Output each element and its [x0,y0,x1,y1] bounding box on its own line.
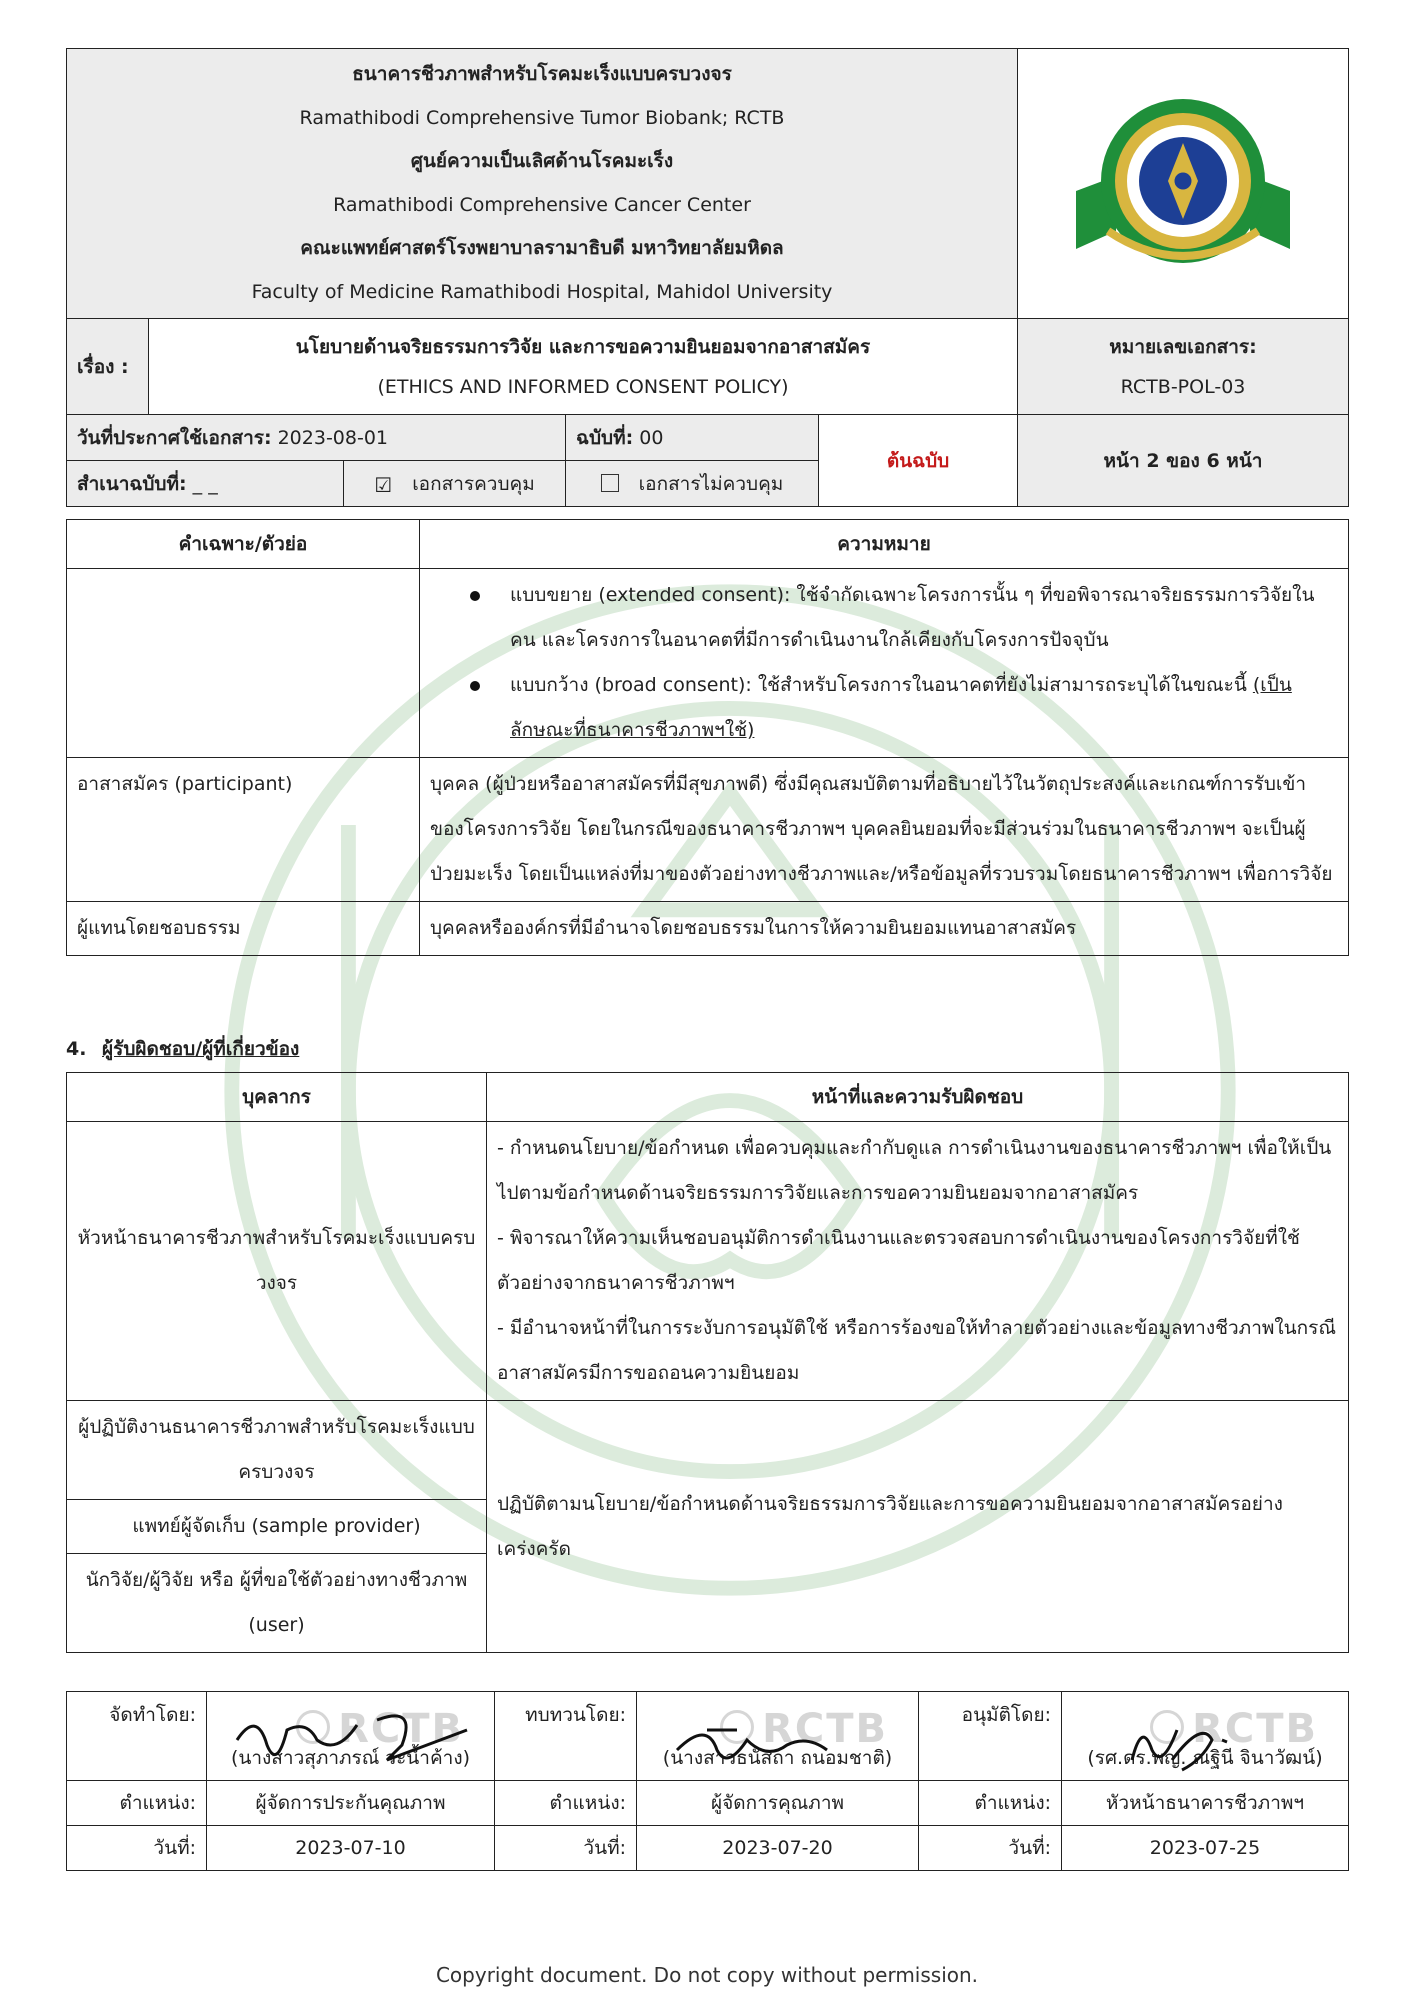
reviewed-by-position: ผู้จัดการคุณภาพ [637,1781,919,1826]
responsibilities-table [66,1072,1349,1653]
prepared-by-name: (นางสาวสุภาภรณ์ วะน้ำค้าง) [207,1736,495,1781]
subject-title-th: นโยบายด้านจริยธรรมการวิจัย และการขอความยินยอมจากอาสาสมัคร [295,335,871,358]
biobank-staff-person: ผู้ปฏิบัติงานธนาคารชีวภาพสำหรับโรคมะเร็งแบบครบวงจร [67,1401,487,1500]
prepared-by-label: จัดทำโดย: [67,1692,207,1781]
faculty-name-en: Faculty of Medicine Ramathibodi Hospital, Mahidol University [251,280,833,303]
copy-number-label: สำเนาฉบับที่: [77,472,187,495]
doc-number-value: RCTB-POL-03 [1120,375,1246,398]
consent-types-cell [420,569,1349,758]
original-stamp: ต้นฉบับ [819,415,1018,507]
sample-provider-person: แพทย์ผู้จัดเก็บ (sample provider) [67,1500,487,1554]
user-person: นักวิจัย/ผู้วิจัย หรือ ผู้ที่ขอใช้ตัวอย่างทางชีวภาพ (user) [67,1554,487,1653]
approved-date: 2023-07-25 [1062,1826,1349,1871]
uncontrolled-doc-label: เอกสารไม่ควบคุม [638,472,784,495]
signature-scribble-icon [227,1700,477,1780]
prepared-by-position: ผู้จัดการประกันคุณภาพ [207,1781,495,1826]
edition-value: 00 [639,426,664,449]
section-number: 4. [66,1038,87,1060]
date-label: วันที่: [495,1826,637,1871]
approved-by-label: อนุมัติโดย: [919,1692,1062,1781]
document-header [66,48,1349,507]
logo-cell [1018,49,1349,319]
position-label: ตำแหน่ง: [67,1781,207,1826]
extended-consent-desc: ใช้จำกัดเฉพาะโครงการนั้น ๆ ที่ขอพิจารณาจริยธรรมการวิจัยในคน และโครงการในอนาคตที่มีการดำเนินงานใกล้เคียงกับโครงการปัจจุบัน [510,584,1315,651]
checkbox-empty-icon [601,474,619,492]
extended-consent-term: แบบขยาย (extended consent): [510,584,791,606]
controlled-doc-option [344,461,566,507]
center-name-th: ศูนย์ความเป็นเลิศด้านโรคมะเร็ง [410,150,674,172]
copyright-footer: Copyright document. Do not copy without permission. [435,1963,979,1987]
table-row-empty-term [67,569,420,758]
page-info: หน้า 2 ของ 6 หน้า [1018,415,1349,507]
prepared-signature [207,1692,495,1752]
duty-item: - พิจารณาให้ความเห็นชอบอนุมัติการดำเนินงานและตรวจสอบการดำเนินงานของโครงการวิจัยที่ใช้ตัวอย่างจากธนาคารชีวภาพฯ [497,1227,1300,1294]
edition-cell [566,415,819,461]
signature-scribble-icon [657,1700,857,1780]
uncontrolled-doc-option [566,461,819,507]
signature-scribble-icon [1082,1700,1282,1780]
effective-date-value: 2023-08-01 [277,426,389,449]
legal-representative-meaning: บุคคลหรือองค์กรที่มีอำนาจโดยชอบธรรมในการให้ความยินยอมแทนอาสาสมัคร [420,902,1349,956]
doc-number-label: หมายเลขเอกสาร: [1109,335,1257,358]
subject-label: เรื่อง : [67,319,149,415]
shared-duty: ปฏิบัติตามนโยบาย/ข้อกำหนดด้านจริยธรรมการวิจัยและการขอความยินยอมจากอาสาสมัครอย่างเคร่งครัด [487,1401,1349,1653]
reviewed-by-label: ทบทวนโดย: [495,1692,637,1781]
org-name-th: ธนาคารชีวภาพสำหรับโรคมะเร็งแบบครบวงจร [352,63,732,85]
organization-block [67,49,1018,319]
definitions-table [66,519,1349,956]
org-name-en: Ramathibodi Comprehensive Tumor Biobank; RCTB [299,106,785,129]
effective-date-cell [67,415,566,461]
approved-by-position: หัวหน้าธนาคารชีวภาพฯ [1062,1781,1349,1826]
copy-number-cell [67,461,344,507]
biobank-head-person: หัวหน้าธนาคารชีวภาพสำหรับโรคมะเร็งแบบครบวงจร [67,1122,487,1401]
participant-term: อาสาสมัคร (participant) [67,758,420,902]
controlled-doc-label: เอกสารควบคุม [412,472,535,495]
date-label: วันที่: [919,1826,1062,1871]
position-label: ตำแหน่ง: [919,1781,1062,1826]
list-item [430,663,1338,753]
center-name-en: Ramathibodi Comprehensive Cancer Center [333,193,751,216]
broad-consent-desc: ใช้สำหรับโครงการในอนาคตที่ยังไม่สามารถระบุได้ในขณะนี้ [751,674,1253,696]
column-header-person: บุคลากร [67,1073,487,1122]
reviewed-date: 2023-07-20 [637,1826,919,1871]
biobank-head-duties [487,1122,1349,1401]
participant-meaning: บุคคล (ผู้ป่วยหรืออาสาสมัครที่มีสุขภาพดี) ซึ่งมีคุณสมบัติตามที่อธิบายไว้ในวัตถุประสงค์และเกณฑ์การรับเข้าของโครงการวิจัย โดยในกรณีของธนาคารชีวภาพฯ บุคคลยินยอมที่จะมีส่วนร่วมในธนาคารชีวภาพฯ จะเป็นผู้ป่วยมะเร็ง โดยเป็นแหล่งที่มาของตัวอย่างทางชีวภาพและ/หรือข้อมูลที่รวบรวมโดยธนาคารชีวภาพฯ เพื่อการวิจัย [420,758,1349,902]
legal-representative-term: ผู้แทนโดยชอบธรรม [67,902,420,956]
faculty-logo-icon [1068,81,1298,281]
column-header-duty: หน้าที่และความรับผิดชอบ [487,1073,1349,1122]
position-label: ตำแหน่ง: [495,1781,637,1826]
signature-table [66,1691,1349,1871]
checkbox-checked-icon: ☑ [374,472,393,497]
section-heading [66,1034,1348,1064]
reviewed-by-name: (นางสาวธนัสถา ถนอมชาติ) [637,1736,919,1781]
duty-item: - กำหนดนโยบาย/ข้อกำหนด เพื่อควบคุมและกำกับดูแล การดำเนินงานของธนาคารชีวภาพฯ เพื่อให้เป็นไปตามข้อกำหนดด้านจริยธรรมการวิจัยและการขอความยินยอมจากอาสาสมัคร [497,1137,1332,1204]
rctb-watermark: RCTB [720,1706,888,1752]
doc-number-cell [1018,319,1349,415]
reviewed-signature [637,1692,919,1752]
column-header-term: คำเฉพาะ/ตัวย่อ [67,520,420,569]
section-title: ผู้รับผิดชอบ/ผู้ที่เกี่ยวข้อง [102,1038,300,1060]
prepared-date: 2023-07-10 [207,1826,495,1871]
edition-label: ฉบับที่: [576,426,634,449]
date-label: วันที่: [67,1826,207,1871]
copy-number-value: _ _ [192,472,218,495]
column-header-meaning: ความหมาย [420,520,1349,569]
effective-date-label: วันที่ประกาศใช้เอกสาร: [77,426,272,449]
duty-item: - มีอำนาจหน้าที่ในการระงับการอนุมัติใช้ หรือการร้องขอให้ทำลายตัวอย่างและข้อมูลทางชีวภาพในกรณีอาสาสมัครมีการขอถอนความยินยอม [497,1317,1337,1384]
broad-consent-term: แบบกว้าง (broad consent): [510,674,752,696]
subject-cell [149,319,1018,415]
approved-by-name: (รศ.ดร.พญ. ณฐินี จินาวัฒน์) [1062,1736,1349,1781]
faculty-name-th: คณะแพทย์ศาสตร์โรงพยาบาลรามาธิบดี มหาวิทยาลัยมหิดล [300,237,784,259]
subject-title-en: (ETHICS AND INFORMED CONSENT POLICY) [377,375,789,398]
rctb-watermark: RCTB [1150,1706,1318,1752]
broad-consent-note: (เป็นลักษณะที่ธนาคารชีวภาพฯใช้) [510,674,1292,741]
rctb-watermark: RCTB [296,1706,464,1752]
approved-signature [1062,1692,1349,1752]
list-item [430,573,1338,663]
